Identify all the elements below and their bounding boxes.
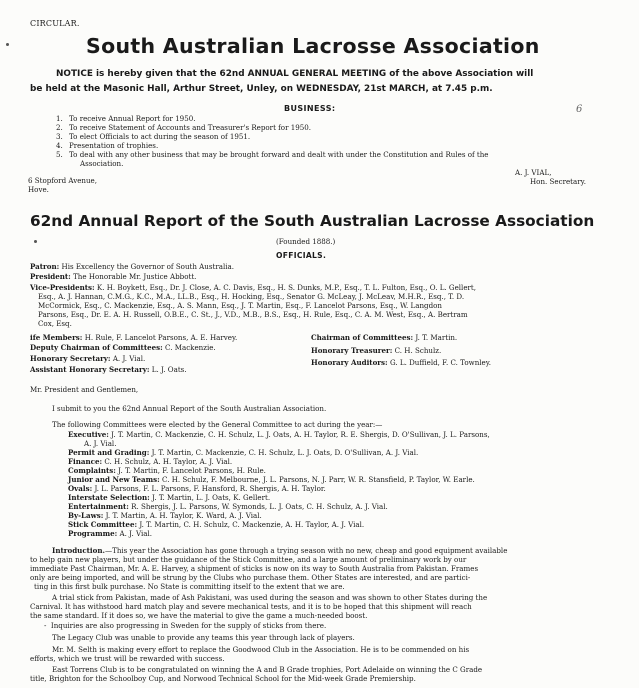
punch-mark bbox=[6, 43, 9, 46]
committee-line bbox=[68, 484, 326, 493]
committee-members: J. T. Martin, C. Mackenzie, C. H. Schulz, L. J. Oats, D. O'Sullivan, A. J. Vial. bbox=[151, 448, 419, 457]
committee-label: Executive: bbox=[68, 430, 109, 439]
committee-members: J. T. Martin, C. H. Schulz, C. Mackenzie, A. H. Taylor, A. J. Vial. bbox=[139, 520, 365, 529]
president-label: President: bbox=[30, 272, 71, 281]
trial-paragraph-line: Carnival. It has withstood hard match play and severe mechanical tests, and it is to be hoped that this shipment will reach bbox=[30, 602, 472, 611]
chairman-value: J. T. Martin. bbox=[415, 333, 458, 342]
committee-line bbox=[68, 475, 475, 484]
intro-paragraph-line bbox=[52, 546, 507, 555]
vice-presidents-label: Vice-Presidents: bbox=[30, 283, 95, 292]
business-num: 5. bbox=[56, 150, 63, 159]
committee-members: J. T. Martin, A. H. Taylor, K. Ward, A. J. Vial. bbox=[105, 511, 262, 520]
committee-members: C. H. Schulz, A. H. Taylor, A. J. Vial. bbox=[104, 457, 233, 466]
patron-value: His Excellency the Governor of South Australia. bbox=[61, 262, 235, 271]
association-title: South Australian Lacrosse Association bbox=[86, 34, 540, 58]
dash-mark: - bbox=[44, 621, 51, 630]
treasurer-value: C. H. Schulz. bbox=[394, 346, 442, 355]
patron-label: Patron: bbox=[30, 262, 60, 271]
assistant-secretary-value: L. J. Oats. bbox=[151, 365, 187, 374]
deputy-chairman-value: C. Mackenzie. bbox=[165, 343, 216, 352]
life-members-line bbox=[30, 333, 237, 342]
torrens-paragraph-line: East Torrens Club is to be congratulated on winning the A and B Grade trophies, Port Adelaide on winning the C Grade bbox=[52, 665, 483, 674]
salutation: Mr. President and Gentlemen, bbox=[30, 385, 139, 394]
treasurer-line bbox=[311, 346, 441, 355]
chairman-label: Chairman of Committees: bbox=[311, 333, 414, 342]
president-line bbox=[30, 272, 196, 281]
committee-line bbox=[68, 466, 266, 475]
auditors-value: G. L. Duffield, F. C. Townley. bbox=[389, 358, 492, 367]
sweden-paragraph bbox=[44, 621, 326, 630]
report-title: 62nd Annual Report of the South Australian Lacrosse Association bbox=[30, 212, 595, 230]
vice-presidents-value: K. H. Boykett, Esq., Dr. J. Close, A. C. Davis, Esq., H. S. Dunks, M.P., Esq., T. L. Fulton, Esq., O. L. Gellert, bbox=[96, 283, 477, 292]
vice-presidents-line: McCormick, Esq., C. Mackenzie, Esq., A. S. Mann, Esq., J. T. Martin, Esq., F. Lancelot Parsons, Esq., W. Langdon bbox=[38, 301, 442, 310]
trial-paragraph-line: the same standard. If it does so, we have the material to give the game a much-needed boost. bbox=[30, 611, 368, 620]
committee-line bbox=[68, 502, 388, 511]
sweden-text: Inquiries are also progressing in Sweden for the supply of sticks from there. bbox=[50, 621, 327, 630]
business-num: 1. bbox=[56, 114, 63, 123]
introduction-label: Introduction. bbox=[52, 546, 105, 555]
committee-members: C. H. Schulz, F. Melbourne, J. L. Parsons, N. J. Parr, W. R. Stansfield, P. Taylor, W. Earle. bbox=[162, 475, 475, 484]
honorary-secretary-line bbox=[30, 354, 145, 363]
torrens-paragraph-line: title, Brighton for the Schoolboy Cup, and Norwood Technical School for the Mid-week Grade Premiership. bbox=[30, 674, 416, 683]
committee-members: R. Shergis, J. L. Parsons, W. Symonds, L. J. Oats, C. H. Schulz, A. J. Vial. bbox=[131, 502, 388, 511]
notice-line-1: NOTICE is hereby given that the 62nd ANNUAL GENERAL MEETING of the above Association will bbox=[56, 69, 534, 79]
committee-members: J. T. Martin, L. J. Oats, K. Gellert. bbox=[152, 493, 271, 502]
committee-line bbox=[68, 457, 232, 466]
patron-line bbox=[30, 262, 234, 271]
intro-paragraph-line: only are being imported, and will be strung by the Clubs who purchase them. Other States are interested, and are partici- bbox=[30, 573, 471, 582]
life-members-value: H. Rule, F. Lancelot Parsons, A. E. Harvey. bbox=[84, 333, 238, 342]
committee-line bbox=[68, 529, 152, 538]
committees-intro: The following Committees were elected by the General Committee to act during the year:— bbox=[52, 420, 383, 429]
introduction-text: —This year the Association has gone through a trying season with no new, cheap and good equipment available bbox=[105, 546, 508, 555]
signature-title: Hon. Secretary. bbox=[530, 177, 586, 186]
committee-line bbox=[68, 448, 418, 457]
auditors-label: Honorary Auditors: bbox=[311, 358, 388, 367]
business-item: To receive Annual Report for 1950. bbox=[69, 114, 196, 123]
bullet-mark bbox=[34, 240, 37, 243]
committee-label: Stick Committee: bbox=[68, 520, 138, 529]
committee-label: Finance: bbox=[68, 457, 103, 466]
business-item: To deal with any other business that may be brought forward and dealt with under the Constitution and Rules of the bbox=[69, 150, 489, 159]
trial-paragraph-line: A trial stick from Pakistan, made of Ash Pakistani, was used during the season and was shown to other States during the bbox=[52, 593, 488, 602]
committee-line bbox=[68, 520, 364, 529]
president-value: The Honorable Mr. Justice Abbott. bbox=[73, 272, 197, 281]
report-intro: I submit to you the 62nd Annual Report of the South Australian Association. bbox=[52, 404, 327, 413]
business-item: To receive Statement of Accounts and Treasurer's Report for 1950. bbox=[69, 123, 312, 132]
notice-line-2: be held at the Masonic Hall, Arthur Street, Unley, on WEDNESDAY, 21st MARCH, at 7.45 p.m. bbox=[30, 84, 493, 94]
vice-presidents-line: Cox, Esq. bbox=[38, 319, 72, 328]
signature-name: A. J. VIAL, bbox=[515, 168, 552, 177]
circular-label: CIRCULAR. bbox=[30, 19, 80, 28]
committee-members: J. T. Martin, C. Mackenzie, C. H. Schulz, L. J. Oats, A. H. Taylor, R. E. Shergis, D. O'Sullivan, J. L. Parsons, bbox=[111, 430, 490, 439]
vice-presidents-line: Esq., A. J. Hannan, C.M.G., K.C., M.A., LL.B., Esq., H. Hocking, Esq., Senator G. McLeay, J. McLeav, M.H.R., Esq., T. D. bbox=[38, 292, 465, 301]
treasurer-label: Honorary Treasurer: bbox=[311, 346, 393, 355]
committee-label: Interstate Selection: bbox=[68, 493, 150, 502]
business-num: 3. bbox=[56, 132, 63, 141]
auditors-line bbox=[311, 358, 491, 367]
selth-paragraph-line: efforts, which we trust will be rewarded with success. bbox=[30, 654, 225, 663]
legacy-paragraph: The Legacy Club was unable to provide any teams this year through lack of players. bbox=[52, 633, 355, 642]
committee-label: Programme: bbox=[68, 529, 118, 538]
deputy-chairman-line bbox=[30, 343, 216, 352]
signature-suburb: Hove. bbox=[28, 185, 49, 194]
handwritten-mark: 6 bbox=[576, 104, 583, 115]
business-num: 2. bbox=[56, 123, 63, 132]
vice-presidents-line: Parsons, Esq., Dr. E. A. H. Russell, O.B.E., C. St., J., V.D., M.B., B.S., Esq., H. Rule, Esq., C. A. M. West, Esq., A. Bertram bbox=[38, 310, 468, 319]
committee-line bbox=[68, 511, 262, 520]
committee-members: J. L. Parsons, F. L. Parsons, F. Hansford, R. Shergis, A. H. Taylor. bbox=[94, 484, 326, 493]
chairman-line bbox=[311, 333, 457, 342]
committee-label: Junior and New Teams: bbox=[68, 475, 160, 484]
founded-note: (Founded 1888.) bbox=[276, 237, 336, 246]
committee-label: Entertainment: bbox=[68, 502, 129, 511]
intro-paragraph-line: ting in this first bulk purchase. No State is committing itself to the extent that we are. bbox=[34, 582, 345, 591]
life-members-label: ife Members: bbox=[30, 333, 83, 342]
signature-address: 6 Stopford Avenue, bbox=[28, 176, 98, 185]
committee-line: A. J. Vial. bbox=[84, 439, 117, 448]
business-item: Association. bbox=[80, 159, 124, 168]
committee-line bbox=[68, 493, 270, 502]
committee-members: J. T. Martin, F. Lancelot Parsons, H. Rule. bbox=[118, 466, 266, 475]
assistant-secretary-label: Assistant Honorary Secretary: bbox=[30, 365, 150, 374]
committee-label: Permit and Grading: bbox=[68, 448, 150, 457]
committee-line bbox=[68, 430, 490, 439]
intro-paragraph-line: to help gain new players, but under the guidance of the Stick Committee, and a large amount of preliminary work by our bbox=[30, 555, 467, 564]
deputy-chairman-label: Deputy Chairman of Committees: bbox=[30, 343, 163, 352]
honorary-secretary-value: A. J. Vial. bbox=[112, 354, 146, 363]
business-heading: BUSINESS: bbox=[284, 104, 336, 113]
vice-presidents-line bbox=[30, 283, 476, 292]
intro-paragraph-line: immediate Past Chairman, Mr. A. E. Harvey, a shipment of sticks is now on its way to South Australia from Pakistan. Frames bbox=[30, 564, 479, 573]
officials-heading: OFFICIALS. bbox=[276, 251, 327, 260]
business-num: 4. bbox=[56, 141, 63, 150]
selth-paragraph-line: Mr. M. Selth is making every effort to replace the Goodwood Club in the Association. He is to be commended on his bbox=[52, 645, 470, 654]
business-item: To elect Officials to act during the season of 1951. bbox=[69, 132, 251, 141]
committee-label: Ovals: bbox=[68, 484, 93, 493]
committee-label: By-Laws: bbox=[68, 511, 104, 520]
honorary-secretary-label: Honorary Secretary: bbox=[30, 354, 111, 363]
business-item: Presentation of trophies. bbox=[69, 141, 159, 150]
committee-label: Complaints: bbox=[68, 466, 116, 475]
assistant-secretary-line bbox=[30, 365, 187, 374]
committee-members: A. J. Vial. bbox=[119, 529, 152, 538]
